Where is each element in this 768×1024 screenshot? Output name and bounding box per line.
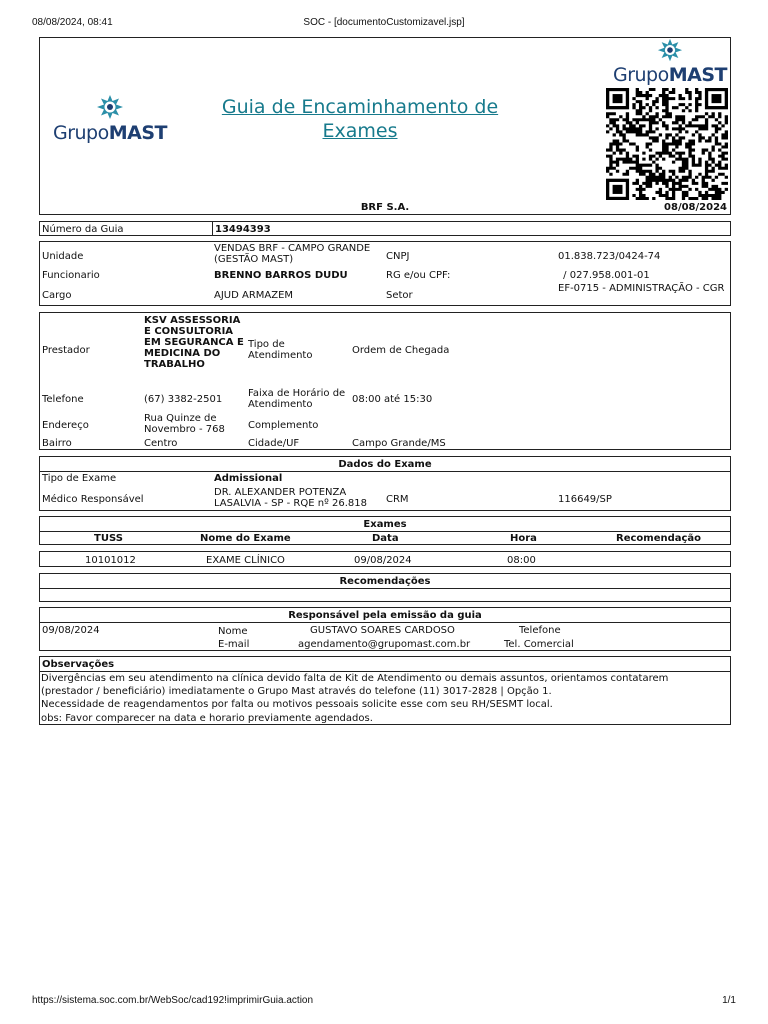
- responsible-date: 09/08/2024: [42, 625, 100, 636]
- setor-label: Setor: [386, 290, 413, 301]
- employee-section: [39, 241, 731, 306]
- endereco-value: Rua Quinze de Novembro - 768: [144, 413, 225, 435]
- document-title: Guia de Encaminhamento de Exames: [221, 96, 499, 142]
- unidade-label: Unidade: [42, 251, 84, 262]
- company-name: BRF S.A.: [360, 202, 410, 213]
- document-header: [39, 37, 731, 215]
- tipo-exame-value: Admissional: [214, 473, 283, 484]
- guia-value: 13494393: [215, 224, 271, 235]
- responsible-title: Responsável pela emissão da guia: [288, 610, 482, 621]
- print-header: [32, 17, 736, 31]
- responsible-email-label: E-mail: [218, 639, 250, 650]
- table-row: [39, 551, 731, 567]
- logo-word-bold: MAST: [668, 64, 728, 86]
- col-nome-exame: Nome do Exame: [200, 533, 291, 544]
- observation-line-3: Necessidade de reagendamentos por falta ou motivos pessoais solicite esse com seu RH/SESMT local.: [41, 699, 553, 710]
- responsible-section: [39, 607, 731, 651]
- observations-title: Observações: [42, 659, 115, 670]
- guia-number-row: [39, 221, 731, 236]
- responsible-telefone-label: Telefone: [519, 625, 561, 636]
- observation-line-2: (prestador / beneficiário) imediatamente o Grupo Mast através do telefone (11) 3017-2828 | Opção 1.: [41, 686, 552, 697]
- setor-value: EF-0715 - ADMINISTRAÇÃO - CGR: [558, 283, 725, 294]
- col-data: Data: [372, 533, 399, 544]
- provider-section: [39, 312, 731, 450]
- exams-title: Exames: [363, 519, 407, 530]
- cargo-label: Cargo: [42, 290, 72, 301]
- bairro-label: Bairro: [42, 438, 72, 449]
- crm-value: 116649/SP: [558, 494, 612, 505]
- responsible-email: agendamento@grupomast.com.br: [298, 639, 471, 650]
- faixa-horario-label: Faixa de Horário de Atendimento: [248, 388, 346, 410]
- faixa-horario-value: 08:00 até 15:30: [352, 394, 433, 405]
- print-url: https://sistema.soc.com.br/WebSoc/cad192!imprimirGuia.action: [32, 995, 314, 1006]
- exam-data-section: [39, 456, 731, 511]
- grupomast-logo: [50, 94, 170, 144]
- responsible-nome: GUSTAVO SOARES CARDOSO: [310, 625, 455, 636]
- complemento-label: Complemento: [248, 420, 319, 431]
- funcionario-label: Funcionario: [42, 270, 100, 281]
- exams-section: [39, 516, 731, 545]
- row-nome-exame: EXAME CLÍNICO: [206, 555, 285, 566]
- header-date: 08/08/2024: [664, 202, 727, 213]
- observation-line-4: obs: Favor comparecer na data e horario previamente agendados.: [41, 713, 373, 724]
- col-tuss: TUSS: [94, 533, 123, 544]
- cnpj-label: CNPJ: [386, 251, 410, 262]
- prestador-label: Prestador: [42, 345, 90, 356]
- prestador-value: KSV ASSESSORIA E CONSULTORIA EM SEGURANCA E MEDICINA DO TRABALHO: [144, 315, 244, 370]
- telefone-label: Telefone: [42, 394, 84, 405]
- mast-emblem-icon: [95, 94, 125, 122]
- funcionario-value: BRENNO BARROS DUDU: [214, 270, 348, 281]
- tipo-atendimento-label: Tipo de Atendimento: [248, 339, 313, 361]
- mast-emblem-icon: [656, 38, 684, 64]
- observation-line-1: Divergências em seu atendimento na clínica devido falta de Kit de Atendimento ou demais assuntos, orientamos contatarem: [41, 673, 669, 684]
- rg-value: / 027.958.001-01: [560, 270, 650, 281]
- row-hora: 08:00: [507, 555, 536, 566]
- responsible-tel-comercial-label: Tel. Comercial: [504, 639, 574, 650]
- endereco-label: Endereço: [42, 420, 89, 431]
- tipo-atendimento-value: Ordem de Chegada: [352, 345, 450, 356]
- recommendations-section: [39, 573, 731, 602]
- unidade-value: VENDAS BRF - CAMPO GRANDE (GESTÃO MAST): [214, 243, 371, 265]
- observations-section: [39, 656, 731, 725]
- bairro-value: Centro: [144, 438, 178, 449]
- logo-word-bold: MAST: [108, 122, 168, 144]
- cargo-value: AJUD ARMAZEM: [214, 290, 294, 301]
- tipo-exame-label: Tipo de Exame: [42, 473, 117, 484]
- print-datetime: 08/08/2024, 08:41: [32, 17, 113, 28]
- row-data: 09/08/2024: [354, 555, 412, 566]
- logo-word-light: Grupo: [52, 122, 109, 144]
- col-hora: Hora: [510, 533, 537, 544]
- qr-code-icon: [606, 88, 728, 200]
- guia-label: Número da Guia: [42, 224, 124, 235]
- rg-label: RG e/ou CPF:: [386, 270, 451, 281]
- medico-value: DR. ALEXANDER POTENZA LASALVIA - SP - RQE nº 26.818: [214, 487, 367, 509]
- cidade-label: Cidade/UF: [248, 438, 300, 449]
- logo-word-light: Grupo: [612, 64, 669, 86]
- telefone-value: (67) 3382-2501: [144, 394, 223, 405]
- grupomast-logo-small: [610, 38, 730, 86]
- crm-label: CRM: [386, 494, 409, 505]
- recommendations-title: Recomendações: [339, 576, 431, 587]
- cidade-value: Campo Grande/MS: [352, 438, 446, 449]
- responsible-nome-label: Nome: [218, 626, 248, 637]
- print-title: SOC - [documentoCustomizavel.jsp]: [303, 17, 465, 28]
- row-tuss: 10101012: [85, 555, 136, 566]
- exam-data-title: Dados do Exame: [338, 459, 432, 470]
- print-page-number: 1/1: [722, 995, 736, 1006]
- col-recomendacao: Recomendação: [616, 533, 702, 544]
- cnpj-value: 01.838.723/0424-74: [558, 251, 661, 262]
- medico-label: Médico Responsável: [42, 494, 144, 505]
